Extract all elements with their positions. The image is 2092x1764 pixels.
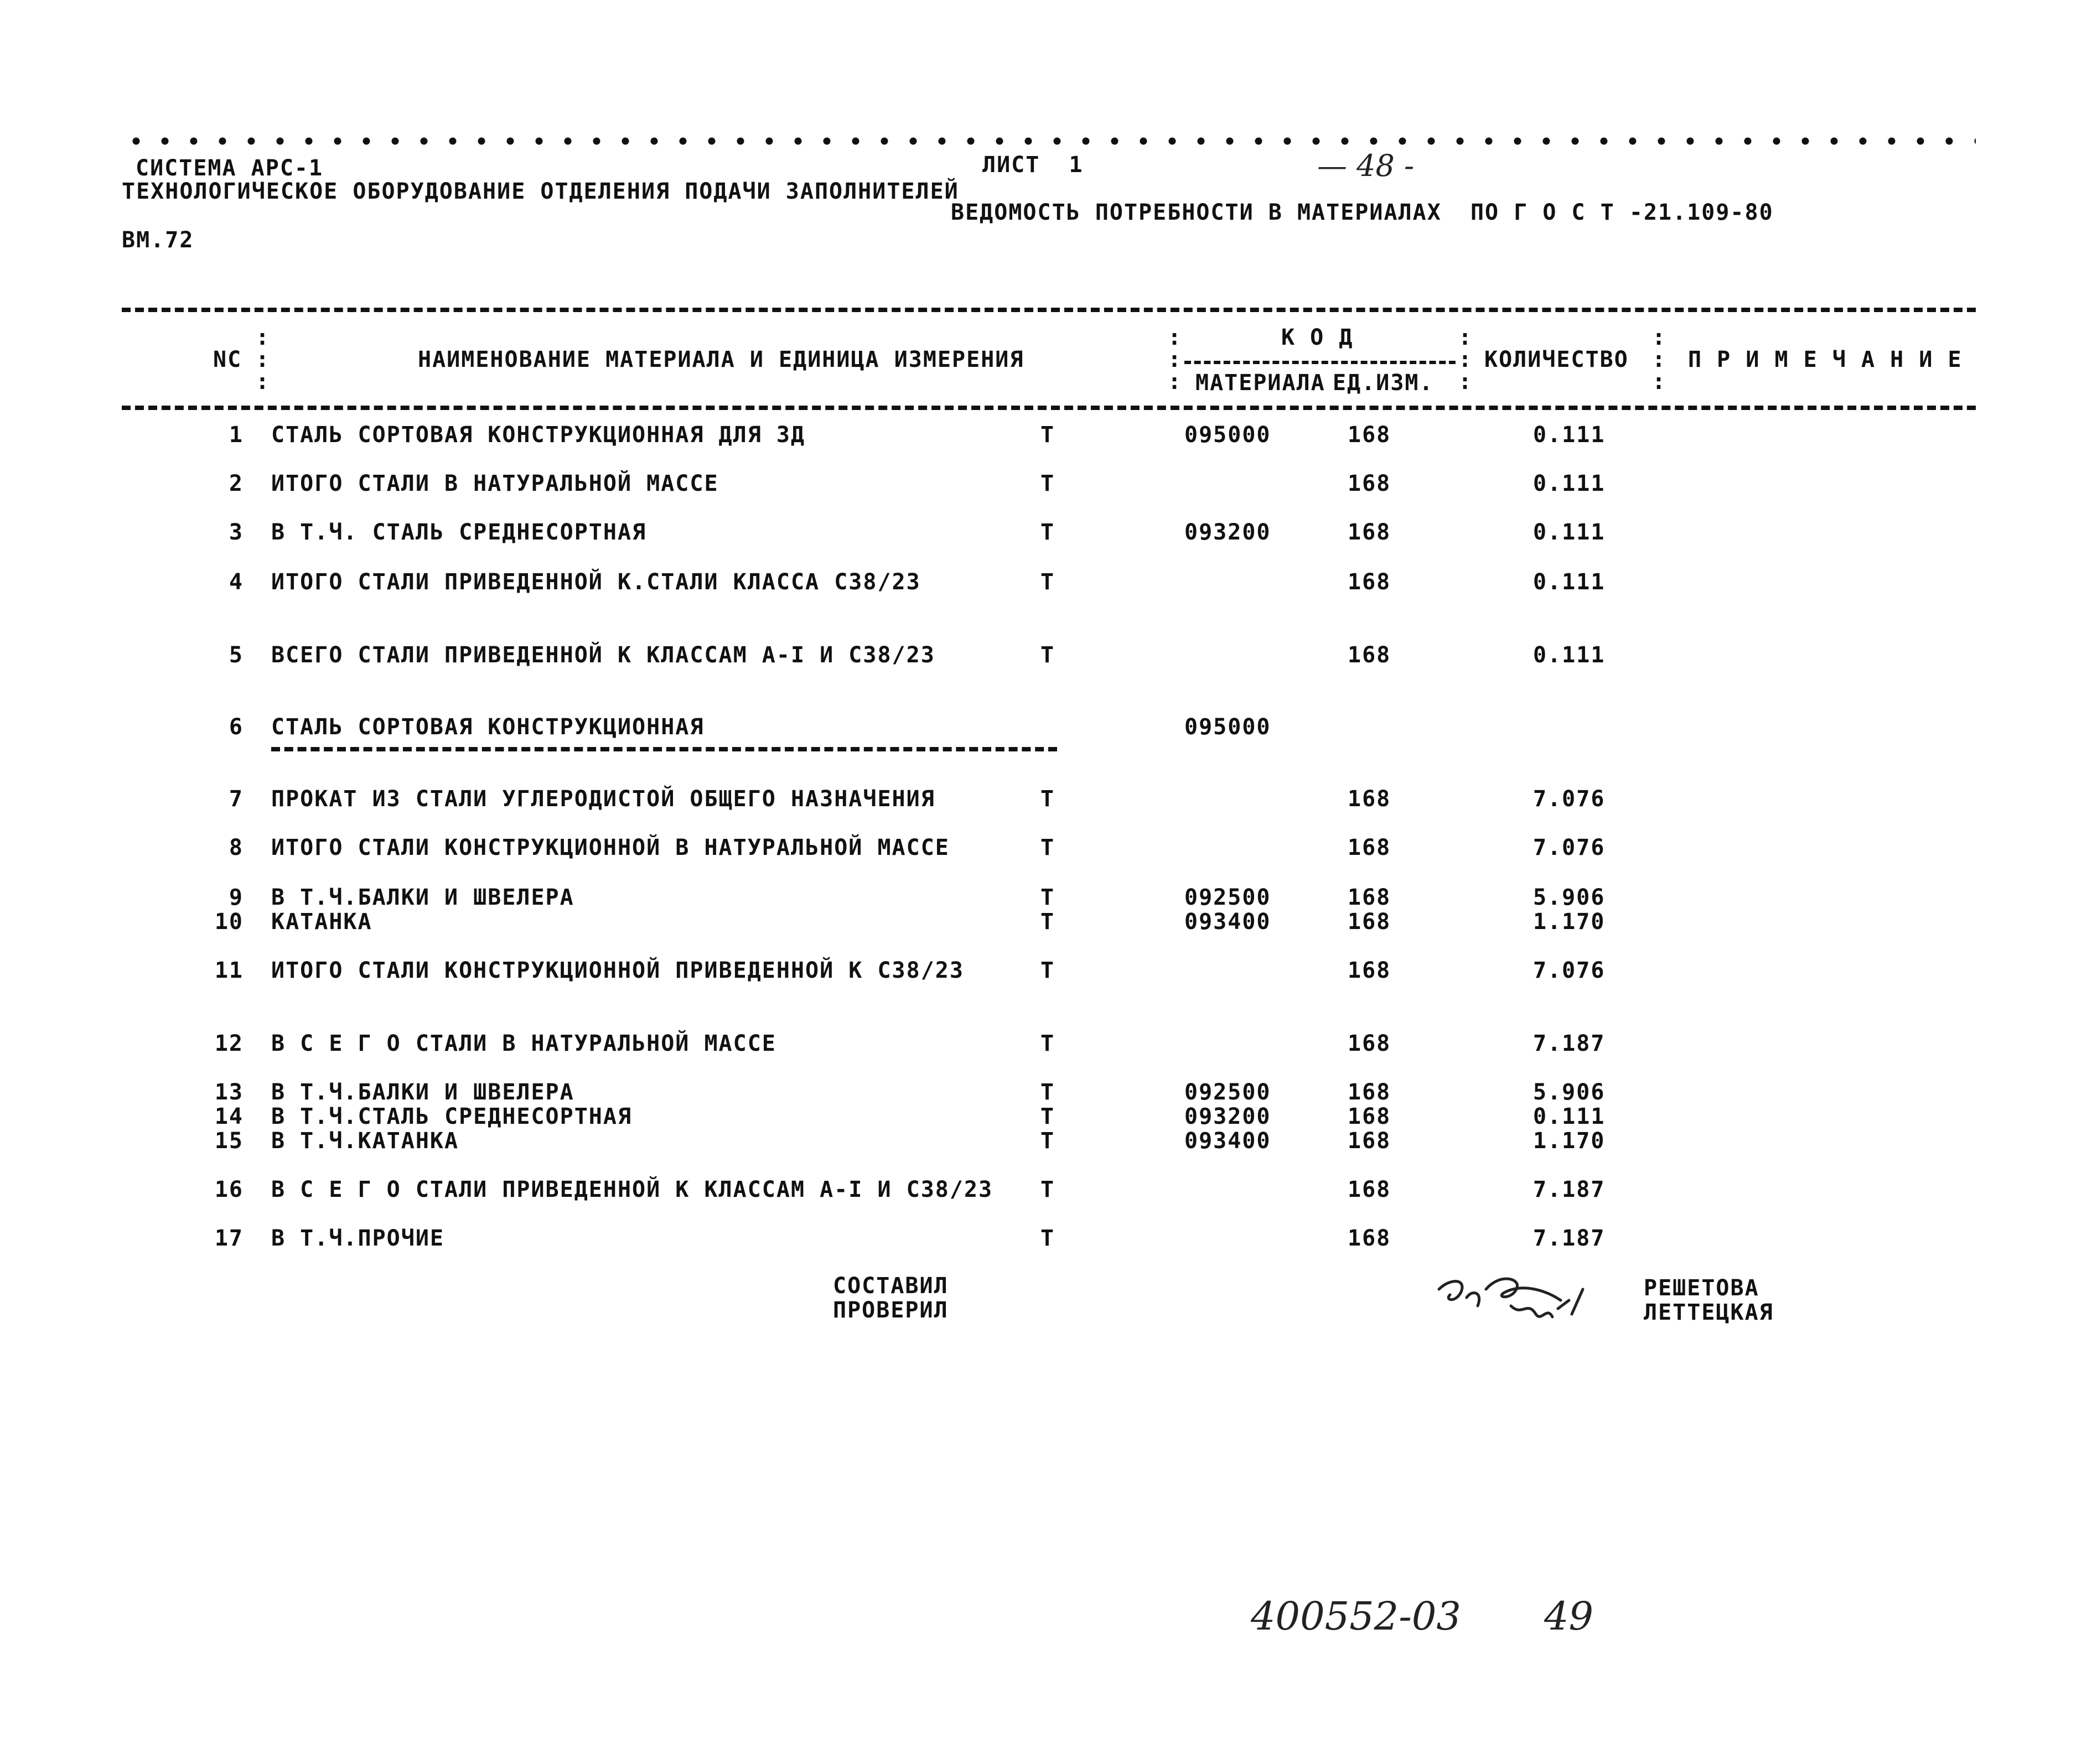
table-row: 9 В Т.Ч.БАЛКИ И ШВЕЛЕРА Т 092500 168 5.906 [229,885,1606,910]
section-underline [271,747,1057,751]
header-separator-3: : : : [1458,325,1473,395]
table-row: 1 СТАЛЬ СОРТОВАЯ КОНСТРУКЦИОННАЯ ДЛЯ 3Д Т 095000 168 0.111 [229,422,1606,448]
table-row: 4 ИТОГО СТАЛИ ПРИВЕДЕННОЙ К.СТАЛИ КЛАССА С38/23 Т 168 0.111 [229,569,1606,595]
table-row: 14 В Т.Ч.СТАЛЬ СРЕДНЕСОРТНАЯ Т 093200 168 0.111 [214,1104,1606,1129]
table-row: 13 В Т.Ч.БАЛКИ И ШВЕЛЕРА Т 092500 168 5.906 [214,1080,1606,1105]
composer-name: РЕШЕТОВА [1644,1275,1759,1301]
document-subtitle: ТЕХНОЛОГИЧЕСКОЕ ОБОРУДОВАНИЕ ОТДЕЛЕНИЯ ПОДАЧИ ЗАПОЛНИТЕЛЕЙ [122,179,959,204]
table-row: 10 КАТАНКА Т 093400 168 1.170 [214,909,1606,935]
document-code: ВМ.72 [122,227,194,253]
column-header-kod: К О Д [1281,325,1354,350]
table-row: 12 В С Е Г О СТАЛИ В НАТУРАЛЬНОЙ МАССЕ Т 168 7.187 [214,1031,1606,1056]
table-row: 11 ИТОГО СТАЛИ КОНСТРУКЦИОННОЙ ПРИВЕДЕННОЙ К С38/23 Т 168 7.076 [214,958,1606,983]
system-title: СИСТЕМА АРС-1 [136,155,324,181]
column-header-quantity: КОЛИЧЕСТВО [1484,347,1629,372]
checker-name: ЛЕТТЕЦКАЯ [1644,1300,1774,1325]
table-row: 17 В Т.Ч.ПРОЧИЕ Т 168 7.187 [214,1226,1606,1251]
header-separator-4: : : : [1652,325,1667,395]
statement-title: ВЕДОМОСТЬ ПОТРЕБНОСТИ В МАТЕРИАЛАХ ПО Г О С Т -21.109-80 [951,200,1774,225]
handwritten-page-mark: — 48 - [1317,148,1415,183]
checked-label: ПРОВЕРИЛ [833,1298,949,1323]
table-header-bottom-rule [122,406,1976,410]
handwritten-signature [1433,1267,1594,1334]
column-header-note: П Р И М Е Ч А Н И Е [1688,347,1962,372]
header-separator-1: : : : [256,325,271,395]
top-dotted-rule [122,137,1976,145]
table-row: 6 СТАЛЬ СОРТОВАЯ КОНСТРУКЦИОННАЯ 095000 [229,714,1271,740]
table-row: 16 В С Е Г О СТАЛИ ПРИВЕДЕННОЙ К КЛАССАМ А-I И С38/23 Т 168 7.187 [214,1177,1606,1202]
table-row: 8 ИТОГО СТАЛИ КОНСТРУКЦИОННОЙ В НАТУРАЛЬНОЙ МАССЕ Т 168 7.076 [229,835,1606,860]
table-row: 3 В Т.Ч. СТАЛЬ СРЕДНЕСОРТНАЯ Т 093200 168 0.111 [229,520,1606,545]
kod-divider [1184,361,1456,364]
document-number: 400552-03 [1251,1594,1461,1639]
page-number: 49 [1544,1594,1594,1639]
table-top-rule [122,308,1976,312]
column-header-nc: NC [213,347,242,372]
header-separator-2: : : : [1168,325,1183,395]
table-row: 2 ИТОГО СТАЛИ В НАТУРАЛЬНОЙ МАССЕ Т 168 0.111 [229,471,1606,496]
table-row: 15 В Т.Ч.КАТАНКА Т 093400 168 1.170 [214,1128,1606,1154]
column-header-ed-izm: ЕД.ИЗМ. [1333,370,1434,396]
column-header-material: МАТЕРИАЛА [1195,370,1325,396]
table-row: 5 ВСЕГО СТАЛИ ПРИВЕДЕННОЙ К КЛАССАМ А-I И С38/23 Т 168 0.111 [229,642,1606,668]
sheet-label: ЛИСТ 1 [982,152,1084,178]
table-row: 7 ПРОКАТ ИЗ СТАЛИ УГЛЕРОДИСТОЙ ОБЩЕГО НАЗНАЧЕНИЯ Т 168 7.076 [229,786,1606,812]
composed-label: СОСТАВИЛ [833,1273,949,1299]
column-header-name: НАИМЕНОВАНИЕ МАТЕРИАЛА И ЕДИНИЦА ИЗМЕРЕНИЯ [418,347,1024,372]
